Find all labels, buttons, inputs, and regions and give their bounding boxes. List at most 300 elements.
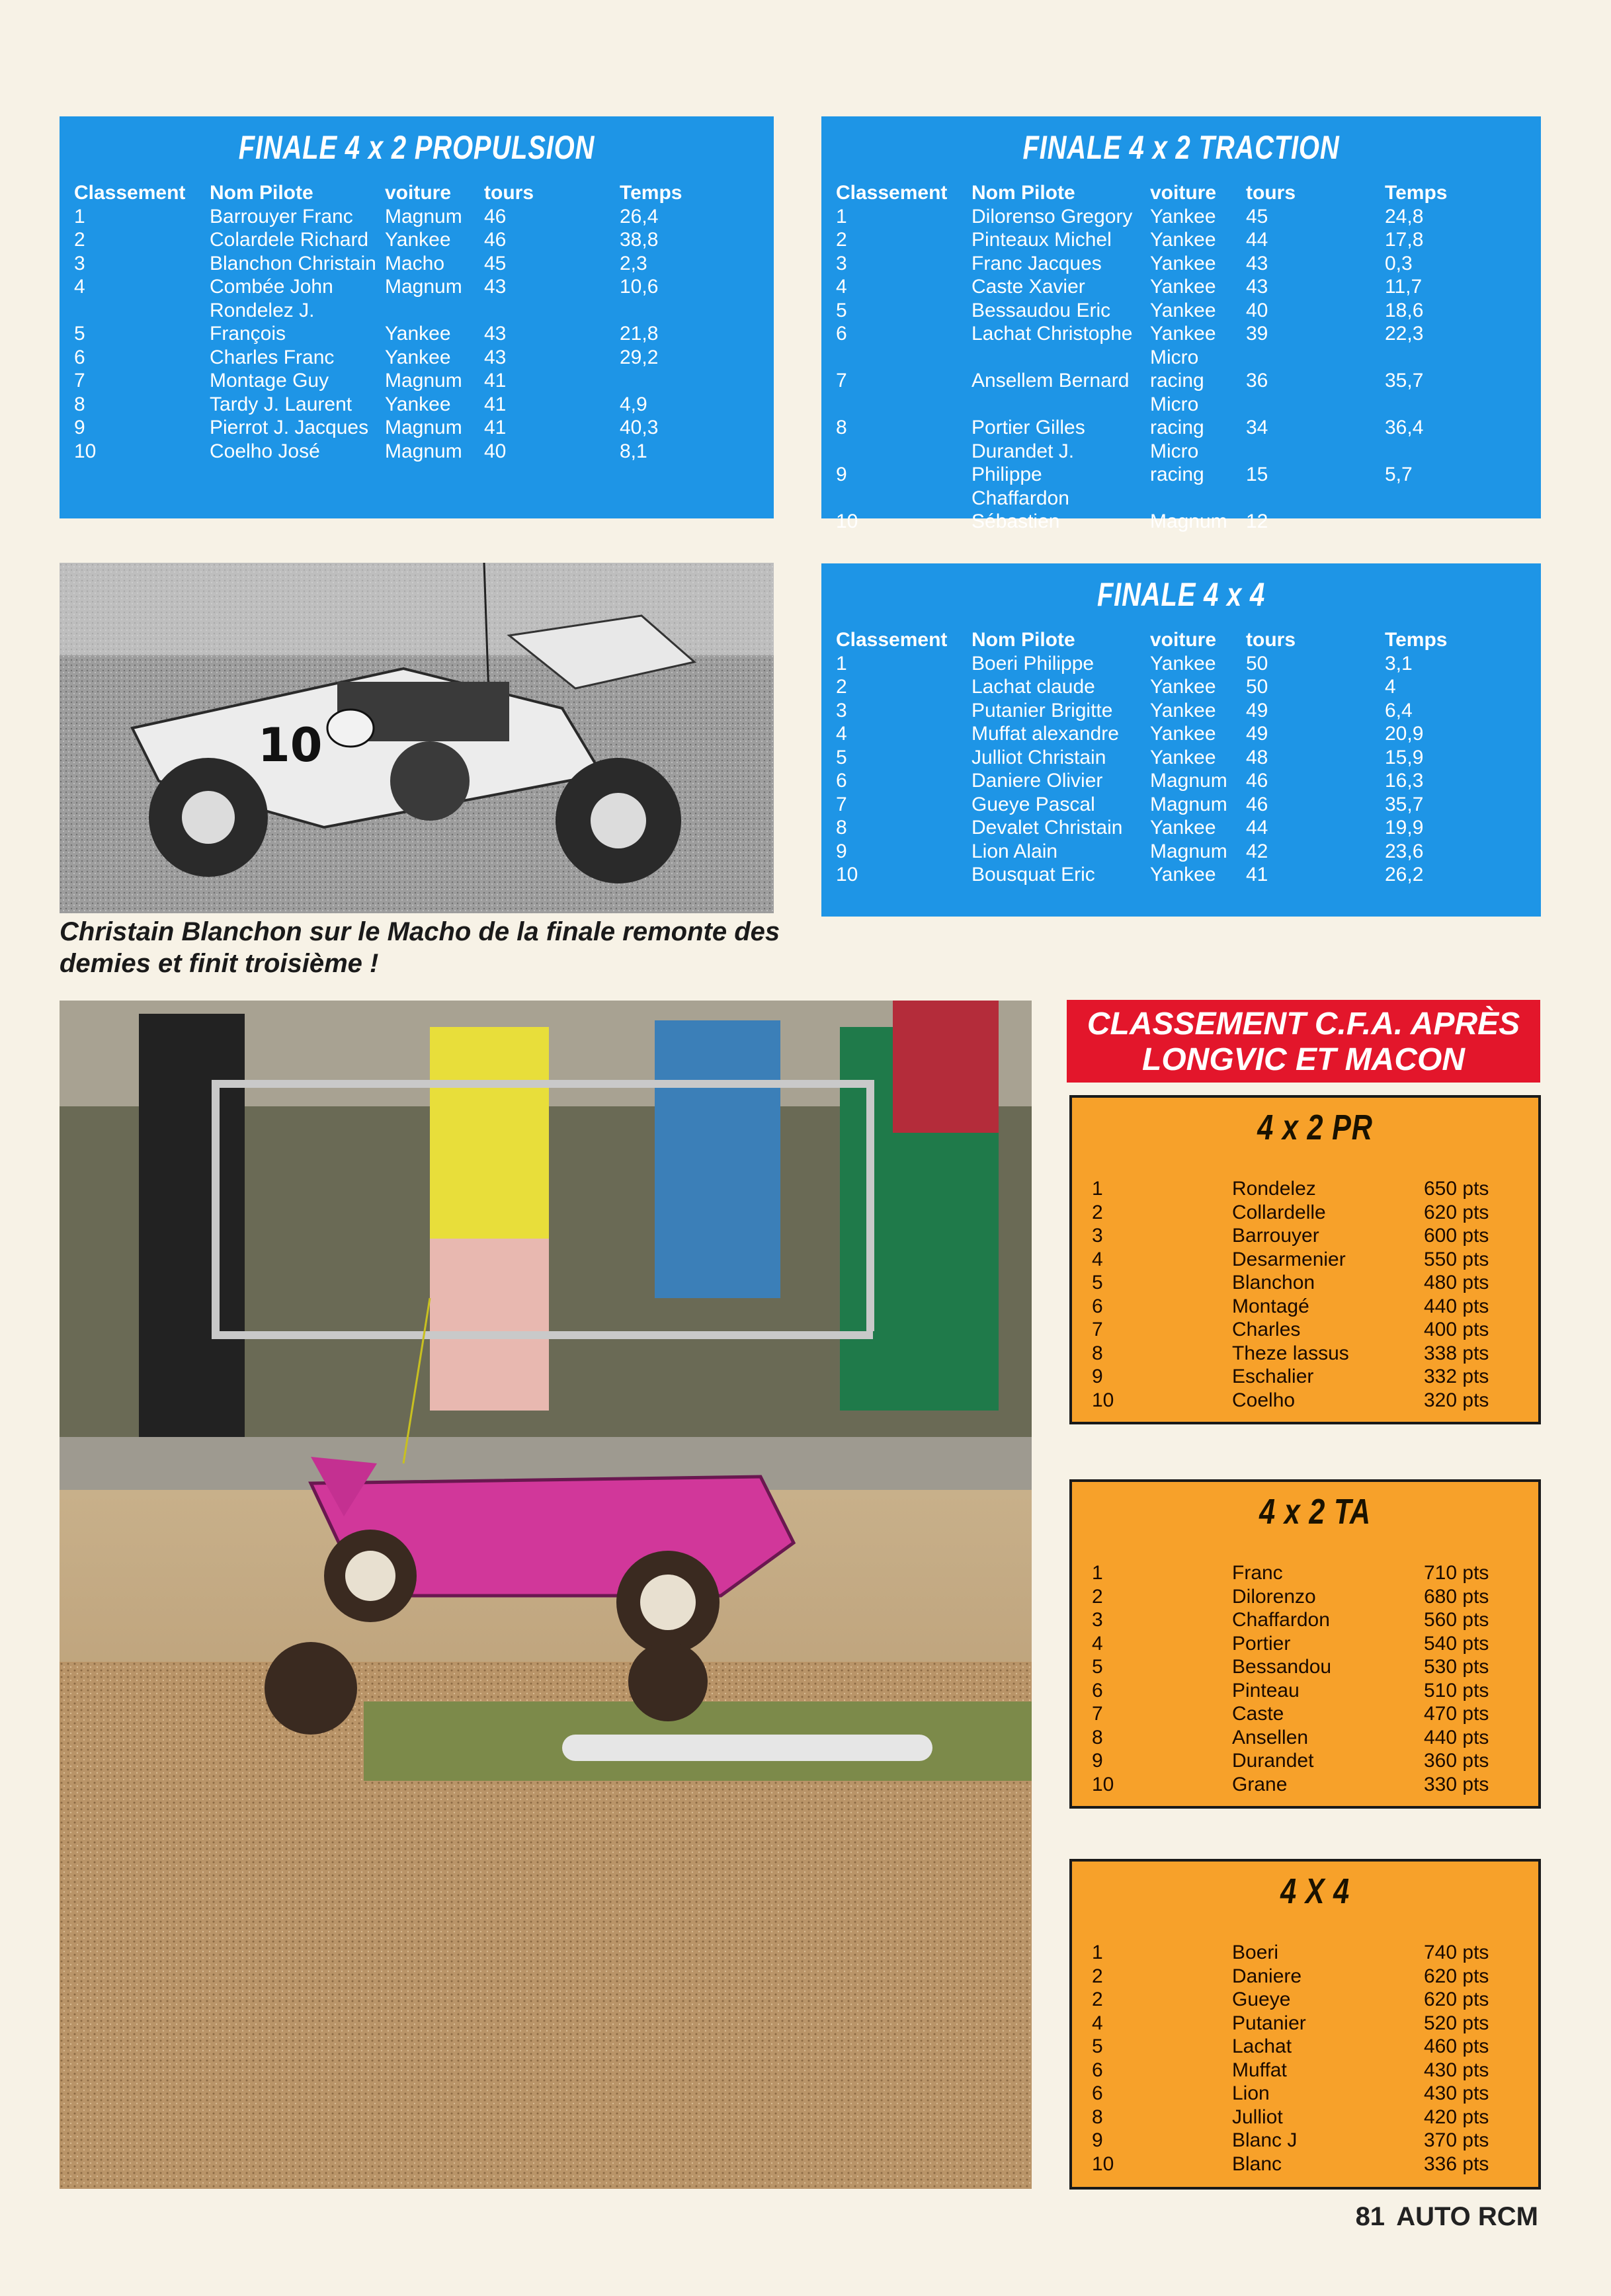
col-tours: tours xyxy=(484,182,534,204)
cfa-row xyxy=(1092,2035,1516,2059)
col-temps: Temps xyxy=(620,182,682,204)
car-cell: Yankee xyxy=(1150,323,1216,345)
cfa-rank-cell: 2 xyxy=(1092,1201,1103,1223)
car-cell: Yankee xyxy=(1150,864,1216,885)
cfa-4x4-table xyxy=(1092,1941,1516,2176)
rank-cell: 4 xyxy=(836,723,847,745)
laps-cell: 40 xyxy=(1246,299,1268,321)
rank-cell: 3 xyxy=(836,252,847,274)
result-row xyxy=(836,440,1447,487)
pilot-cell: Rondelez J. François xyxy=(210,299,315,345)
cfa-row xyxy=(1092,2012,1516,2035)
cfa-rank-cell: 3 xyxy=(1092,1609,1103,1631)
laps-cell: 43 xyxy=(484,276,507,298)
pilot-cell: Bessaudou Eric xyxy=(971,299,1111,321)
cfa-row xyxy=(1092,2106,1516,2129)
result-row xyxy=(74,252,682,276)
page-number: 81 xyxy=(1355,2202,1385,2231)
car-cell: Yankee xyxy=(385,346,451,368)
car-cell: Macho xyxy=(385,252,445,274)
car-cell: Yankee xyxy=(385,323,451,345)
result-row xyxy=(836,228,1447,252)
car-cell: Magnum xyxy=(1150,840,1227,862)
cfa-row xyxy=(1092,1248,1516,1272)
cfa-points-cell: 520 pts xyxy=(1424,2012,1489,2034)
car-cell: Yankee xyxy=(1150,699,1216,721)
cfa-rank-cell: 8 xyxy=(1092,2106,1103,2128)
result-row xyxy=(836,393,1447,440)
car-cell: Magnum xyxy=(1150,793,1227,815)
cfa-rank-cell: 5 xyxy=(1092,1656,1103,1678)
cfa-row xyxy=(1092,1608,1516,1632)
finale-4x4-title: FINALE 4 x 4 xyxy=(1096,576,1266,613)
car-cell: Micro racing xyxy=(1150,346,1204,391)
cfa-name-cell: Pinteau xyxy=(1232,1679,1300,1702)
result-row xyxy=(836,322,1447,346)
cfa-row xyxy=(1092,1318,1516,1342)
car-cell: Magnum xyxy=(385,440,462,462)
finale-traction-table xyxy=(836,181,1447,534)
car-cell: Yankee xyxy=(1150,299,1216,321)
cfa-name-cell: Julliot xyxy=(1232,2106,1283,2128)
time-cell: 16,3 xyxy=(1385,770,1424,792)
cfa-banner-line1: CLASSEMENT C.F.A. APRÈS xyxy=(1087,1006,1520,1042)
cfa-row xyxy=(1092,1726,1516,1750)
rank-cell: 8 xyxy=(836,417,847,438)
rank-cell: 9 xyxy=(836,464,847,485)
laps-cell: 12 xyxy=(1246,511,1268,532)
finale-propulsion-table xyxy=(74,181,682,463)
rank-cell: 7 xyxy=(74,370,85,391)
rank-cell: 6 xyxy=(836,323,847,345)
pilot-cell: Devalet Christain xyxy=(971,817,1123,839)
laps-cell: 50 xyxy=(1246,676,1268,698)
rank-cell: 10 xyxy=(74,440,97,462)
laps-cell: 45 xyxy=(1246,205,1268,227)
cfa-points-cell: 510 pts xyxy=(1424,1679,1489,1702)
car-cell: Yankee xyxy=(1150,276,1216,298)
cfa-rank-cell: 7 xyxy=(1092,1703,1103,1725)
cfa-rank-cell: 4 xyxy=(1092,2012,1103,2034)
cfa-4x2-ta-title: 4 x 2 TA xyxy=(1259,1492,1371,1532)
pilot-cell: Putanier Brigitte xyxy=(971,699,1113,721)
cfa-name-cell: Lachat xyxy=(1232,2035,1292,2057)
laps-cell: 41 xyxy=(1246,864,1268,885)
rank-cell: 1 xyxy=(836,652,847,675)
col-voiture: voiture xyxy=(1150,629,1217,651)
rank-cell: 5 xyxy=(836,299,847,321)
time-cell: 5,7 xyxy=(1385,464,1413,485)
cfa-name-cell: Collardelle xyxy=(1232,1201,1326,1223)
pilot-cell: Barrouyer Franc xyxy=(210,205,353,227)
rc-buggy-color-illustration xyxy=(60,1001,1032,2189)
page-footer xyxy=(1352,2202,1538,2232)
cfa-name-cell: Dilorenzo xyxy=(1232,1585,1316,1608)
result-row xyxy=(74,299,682,346)
rank-cell: 7 xyxy=(836,370,847,391)
rank-cell: 1 xyxy=(836,205,847,227)
cfa-rank-cell: 2 xyxy=(1092,1988,1103,2010)
col-nom-pilote: Nom Pilote xyxy=(971,629,1075,651)
time-cell: 2,3 xyxy=(620,252,647,274)
cfa-row xyxy=(1092,1585,1516,1609)
cfa-points-cell: 440 pts xyxy=(1424,1295,1489,1317)
car-cell: Magnum xyxy=(1150,770,1227,792)
cfa-name-cell: Muffat xyxy=(1232,2059,1287,2081)
laps-cell: 46 xyxy=(484,205,507,227)
cfa-rank-cell: 1 xyxy=(1092,1562,1103,1584)
cfa-rank-cell: 7 xyxy=(1092,1319,1103,1340)
pilot-cell: Tardy J. Laurent xyxy=(210,393,352,415)
result-row xyxy=(836,746,1447,770)
pilot-cell: Chaffardon Sébastien xyxy=(971,487,1069,532)
time-cell: 6,4 xyxy=(1385,699,1413,721)
rank-cell: 4 xyxy=(836,276,847,298)
svg-text:10: 10 xyxy=(258,718,323,772)
laps-cell: 49 xyxy=(1246,699,1268,721)
col-temps: Temps xyxy=(1385,629,1448,651)
cfa-points-cell: 650 pts xyxy=(1424,1178,1489,1200)
time-cell: 19,9 xyxy=(1385,817,1424,839)
col-tours: tours xyxy=(1246,629,1296,651)
pilot-cell: Portier Gilles xyxy=(971,417,1085,438)
laps-cell: 43 xyxy=(1246,276,1268,298)
cfa-4x2-ta-panel xyxy=(1069,1479,1541,1809)
cfa-points-cell: 400 pts xyxy=(1424,1319,1489,1340)
result-row xyxy=(74,369,682,393)
pilot-cell: Colardele Richard xyxy=(210,229,369,251)
pilot-cell: Combée John xyxy=(210,276,333,298)
cfa-rank-cell: 10 xyxy=(1092,1389,1114,1411)
result-row xyxy=(836,699,1447,723)
pilot-cell: Daniere Olivier xyxy=(971,770,1103,792)
cfa-row xyxy=(1092,1201,1516,1225)
cfa-4x2-pr-title: 4 x 2 PR xyxy=(1257,1108,1373,1147)
blanchon-macho-photo xyxy=(60,563,774,913)
time-cell: 0,3 xyxy=(1385,252,1413,274)
cfa-points-cell: 740 pts xyxy=(1424,1942,1489,1963)
cfa-points-cell: 470 pts xyxy=(1424,1703,1489,1725)
cfa-rank-cell: 3 xyxy=(1092,1225,1103,1247)
time-cell: 36,4 xyxy=(1385,417,1424,438)
car-cell: Magnum xyxy=(385,205,462,227)
cfa-name-cell: Blanc J xyxy=(1232,2129,1298,2151)
cfa-name-cell: Putanier xyxy=(1232,2012,1306,2034)
cfa-row xyxy=(1092,2129,1516,2152)
finale-4x4-panel xyxy=(821,563,1541,917)
laps-cell: 49 xyxy=(1246,723,1268,745)
col-voiture: voiture xyxy=(1150,182,1217,204)
car-cell: Micro racing xyxy=(1150,393,1204,438)
time-cell: 18,6 xyxy=(1385,299,1424,321)
result-row xyxy=(836,816,1447,840)
col-nom-pilote: Nom Pilote xyxy=(210,182,313,204)
car-cell: Yankee xyxy=(1150,205,1216,227)
time-cell: 26,2 xyxy=(1385,864,1424,885)
time-cell: 21,8 xyxy=(620,323,659,345)
cfa-points-cell: 430 pts xyxy=(1424,2082,1489,2104)
time-cell: 11,7 xyxy=(1385,276,1423,298)
finale-4x4-table xyxy=(836,628,1447,887)
result-row xyxy=(836,840,1447,864)
rank-cell: 9 xyxy=(74,417,85,438)
cfa-points-cell: 620 pts xyxy=(1424,1201,1489,1223)
cfa-rank-cell: 2 xyxy=(1092,1965,1103,1987)
laps-cell: 15 xyxy=(1246,464,1268,485)
rank-cell: 6 xyxy=(836,770,847,792)
cfa-name-cell: Montagé xyxy=(1232,1295,1309,1317)
pilot-cell: Durandet J. Philippe xyxy=(971,440,1075,485)
cfa-rank-cell: 9 xyxy=(1092,2129,1103,2151)
laps-cell: 43 xyxy=(484,323,507,345)
cfa-points-cell: 600 pts xyxy=(1424,1225,1489,1247)
cfa-rank-cell: 10 xyxy=(1092,2152,1114,2175)
cfa-name-cell: Gueye xyxy=(1232,1988,1291,2010)
laps-cell: 34 xyxy=(1246,417,1268,438)
pilot-cell: Ansellem Bernard xyxy=(971,370,1130,391)
pilot-cell: Coelho José xyxy=(210,440,320,462)
rank-cell: 10 xyxy=(836,864,858,885)
cfa-row xyxy=(1092,1773,1516,1797)
cfa-rank-cell: 6 xyxy=(1092,2059,1103,2081)
cfa-row xyxy=(1092,1679,1516,1703)
result-row xyxy=(74,416,682,440)
time-cell: 26,4 xyxy=(620,205,659,227)
cfa-points-cell: 430 pts xyxy=(1424,2059,1489,2081)
cfa-name-cell: Boeri xyxy=(1232,1942,1279,1963)
time-cell: 3,1 xyxy=(1385,652,1413,675)
cfa-name-cell: Desarmenier xyxy=(1232,1248,1346,1270)
rank-cell: 4 xyxy=(74,276,85,298)
cfa-points-cell: 550 pts xyxy=(1424,1248,1489,1270)
pilot-cell: Dilorenso Gregory xyxy=(971,205,1133,227)
result-row xyxy=(74,346,682,370)
laps-cell: 46 xyxy=(484,229,507,251)
result-row xyxy=(836,252,1447,276)
result-row xyxy=(836,487,1447,534)
col-nom-pilote: Nom Pilote xyxy=(971,182,1075,204)
result-row xyxy=(74,205,682,229)
laps-cell: 44 xyxy=(1246,817,1268,839)
time-cell: 24,8 xyxy=(1385,205,1424,227)
cfa-banner xyxy=(1067,1000,1540,1083)
pilot-cell: Franc Jacques xyxy=(971,252,1102,274)
cfa-4x4-panel xyxy=(1069,1859,1541,2190)
time-cell: 38,8 xyxy=(620,229,659,251)
cfa-points-cell: 480 pts xyxy=(1424,1272,1489,1293)
cfa-points-cell: 710 pts xyxy=(1424,1562,1489,1584)
col-classement: Classement xyxy=(836,629,948,651)
result-row xyxy=(836,275,1447,299)
cfa-points-cell: 620 pts xyxy=(1424,1965,1489,1987)
time-cell: 15,9 xyxy=(1385,746,1424,768)
cfa-name-cell: Blanchon xyxy=(1232,1272,1315,1293)
cfa-points-cell: 338 pts xyxy=(1424,1342,1489,1364)
cfa-name-cell: Blanc xyxy=(1232,2152,1282,2175)
finale-propulsion-title: FINALE 4 x 2 PROPULSION xyxy=(238,129,595,166)
time-cell: 29,2 xyxy=(620,346,659,368)
cfa-row xyxy=(1092,1365,1516,1389)
pilot-cell: Julliot Christain xyxy=(971,746,1106,768)
cfa-name-cell: Eschalier xyxy=(1232,1366,1314,1387)
laps-cell: 48 xyxy=(1246,746,1268,768)
cfa-points-cell: 440 pts xyxy=(1424,1726,1489,1748)
cfa-points-cell: 540 pts xyxy=(1424,1632,1489,1655)
rank-cell: 5 xyxy=(836,746,847,768)
laps-cell: 43 xyxy=(484,346,507,368)
cfa-rank-cell: 9 xyxy=(1092,1750,1103,1772)
time-cell: 17,8 xyxy=(1385,229,1424,251)
result-row xyxy=(74,393,682,417)
cfa-name-cell: Durandet xyxy=(1232,1750,1314,1772)
car-cell: Micro racing xyxy=(1150,440,1204,485)
photo-caption: Christain Blanchon sur le Macho de la finale remonte des demies et finit troisième ! xyxy=(60,917,780,978)
car-cell: Yankee xyxy=(1150,723,1216,745)
col-temps: Temps xyxy=(1385,182,1448,204)
pilot-cell: Lion Alain xyxy=(971,840,1058,862)
cfa-4x2-pr-panel xyxy=(1069,1095,1541,1424)
cfa-name-cell: Grane xyxy=(1232,1773,1288,1795)
time-cell: 40,3 xyxy=(620,417,659,438)
pilot-cell: Lachat claude xyxy=(971,676,1095,698)
time-cell: 23,6 xyxy=(1385,840,1424,862)
laps-cell: 46 xyxy=(1246,770,1268,792)
time-cell: 22,3 xyxy=(1385,323,1424,345)
cfa-points-cell: 620 pts xyxy=(1424,1988,1489,2010)
time-cell: 35,7 xyxy=(1385,793,1424,815)
cfa-rank-cell: 4 xyxy=(1092,1632,1103,1655)
rank-cell: 8 xyxy=(836,817,847,839)
cfa-rank-cell: 5 xyxy=(1092,2035,1103,2057)
result-row xyxy=(74,228,682,252)
cfa-row xyxy=(1092,1655,1516,1679)
cfa-row xyxy=(1092,1295,1516,1319)
cfa-name-cell: Barrouyer xyxy=(1232,1225,1319,1247)
cfa-name-cell: Caste xyxy=(1232,1703,1284,1725)
col-classement: Classement xyxy=(836,182,948,204)
cfa-rank-cell: 1 xyxy=(1092,1178,1103,1200)
rank-cell: 2 xyxy=(836,676,847,698)
time-cell xyxy=(620,369,682,393)
cfa-row xyxy=(1092,2152,1516,2176)
cfa-row xyxy=(1092,1749,1516,1773)
cfa-rank-cell: 9 xyxy=(1092,1366,1103,1387)
rank-cell: 6 xyxy=(74,346,85,368)
rank-cell: 8 xyxy=(74,393,85,415)
cfa-points-cell: 320 pts xyxy=(1424,1389,1489,1411)
rank-cell: 5 xyxy=(74,323,85,345)
cfa-name-cell: Charles xyxy=(1232,1319,1301,1340)
time-cell: 10,6 xyxy=(620,276,659,298)
rank-cell: 10 xyxy=(836,511,858,532)
cfa-rank-cell: 4 xyxy=(1092,1248,1103,1270)
cfa-4x4-title: 4 X 4 xyxy=(1280,1871,1350,1911)
cfa-rank-cell: 6 xyxy=(1092,1295,1103,1317)
car-cell: Yankee xyxy=(385,393,451,415)
laps-cell: 50 xyxy=(1246,652,1268,675)
rank-cell: 7 xyxy=(836,793,847,815)
time-cell: 20,9 xyxy=(1385,723,1424,745)
car-cell: Magnum xyxy=(385,276,462,298)
laps-cell: 36 xyxy=(1246,370,1268,391)
col-voiture: voiture xyxy=(385,182,452,204)
pilot-cell: Montage Guy xyxy=(210,370,329,391)
laps-cell: 41 xyxy=(484,370,507,391)
pilot-cell: Pinteaux Michel xyxy=(971,229,1112,251)
time-cell: 8,1 xyxy=(620,440,647,462)
cfa-row xyxy=(1092,1177,1516,1201)
cfa-points-cell: 336 pts xyxy=(1424,2152,1489,2175)
car-cell: Yankee xyxy=(1150,746,1216,768)
cfa-points-cell: 420 pts xyxy=(1424,2106,1489,2128)
time-cell: 4 xyxy=(1385,676,1396,698)
cfa-row xyxy=(1092,2082,1516,2106)
laps-cell: 41 xyxy=(484,393,507,415)
car-cell: Magnum xyxy=(385,370,462,391)
cfa-name-cell: Portier xyxy=(1232,1632,1291,1655)
car-cell: Yankee xyxy=(1150,252,1216,274)
rank-cell: 2 xyxy=(74,229,85,251)
cfa-name-cell: Bessandou xyxy=(1232,1656,1332,1678)
cfa-points-cell: 330 pts xyxy=(1424,1773,1489,1795)
cfa-name-cell: Franc xyxy=(1232,1562,1283,1584)
cfa-name-cell: Ansellen xyxy=(1232,1726,1309,1748)
result-row xyxy=(74,275,682,299)
pilot-cell: Bousquat Eric xyxy=(971,864,1095,885)
cfa-row xyxy=(1092,1271,1516,1295)
cfa-4x2-ta-table xyxy=(1092,1561,1516,1796)
cfa-points-cell: 360 pts xyxy=(1424,1750,1489,1772)
result-row xyxy=(836,793,1447,817)
cfa-rank-cell: 10 xyxy=(1092,1773,1114,1795)
magazine-name: AUTO RCM xyxy=(1396,2202,1538,2231)
time-cell xyxy=(1385,487,1447,534)
cfa-rank-cell: 5 xyxy=(1092,1272,1103,1293)
cfa-4x2-pr-table xyxy=(1092,1177,1516,1412)
pilot-cell: Lachat Christophe xyxy=(971,323,1133,345)
pilot-cell: Gueye Pascal xyxy=(971,793,1095,815)
result-row xyxy=(836,863,1447,887)
result-row xyxy=(836,675,1447,699)
time-cell: 35,7 xyxy=(1385,370,1424,391)
time-cell: 4,9 xyxy=(620,393,647,415)
rc-buggy-bw-illustration xyxy=(60,563,774,913)
rank-cell: 3 xyxy=(836,699,847,721)
cfa-row xyxy=(1092,1988,1516,2012)
cfa-name-cell: Theze lassus xyxy=(1232,1342,1349,1364)
finale-propulsion-panel xyxy=(60,116,774,518)
finale-traction-panel xyxy=(821,116,1541,532)
rank-cell: 2 xyxy=(836,229,847,251)
pilot-cell: Charles Franc xyxy=(210,346,335,368)
car-cell: Yankee xyxy=(1150,652,1216,675)
pilot-cell: Pierrot J. Jacques xyxy=(210,417,369,438)
result-row xyxy=(836,205,1447,229)
cfa-points-cell: 460 pts xyxy=(1424,2035,1489,2057)
cfa-row xyxy=(1092,1342,1516,1366)
cfa-row xyxy=(1092,1941,1516,1965)
cfa-banner-line2: LONGVIC ET MACON xyxy=(1142,1042,1465,1077)
cfa-row xyxy=(1092,1389,1516,1413)
cfa-row xyxy=(1092,1632,1516,1656)
cfa-rank-cell: 8 xyxy=(1092,1726,1103,1748)
col-tours: tours xyxy=(1246,182,1296,204)
result-row xyxy=(74,440,682,464)
pilot-cell: Blanchon Christain xyxy=(210,252,376,274)
result-row xyxy=(836,769,1447,793)
laps-cell: 42 xyxy=(1246,840,1268,862)
rank-cell: 3 xyxy=(74,252,85,274)
